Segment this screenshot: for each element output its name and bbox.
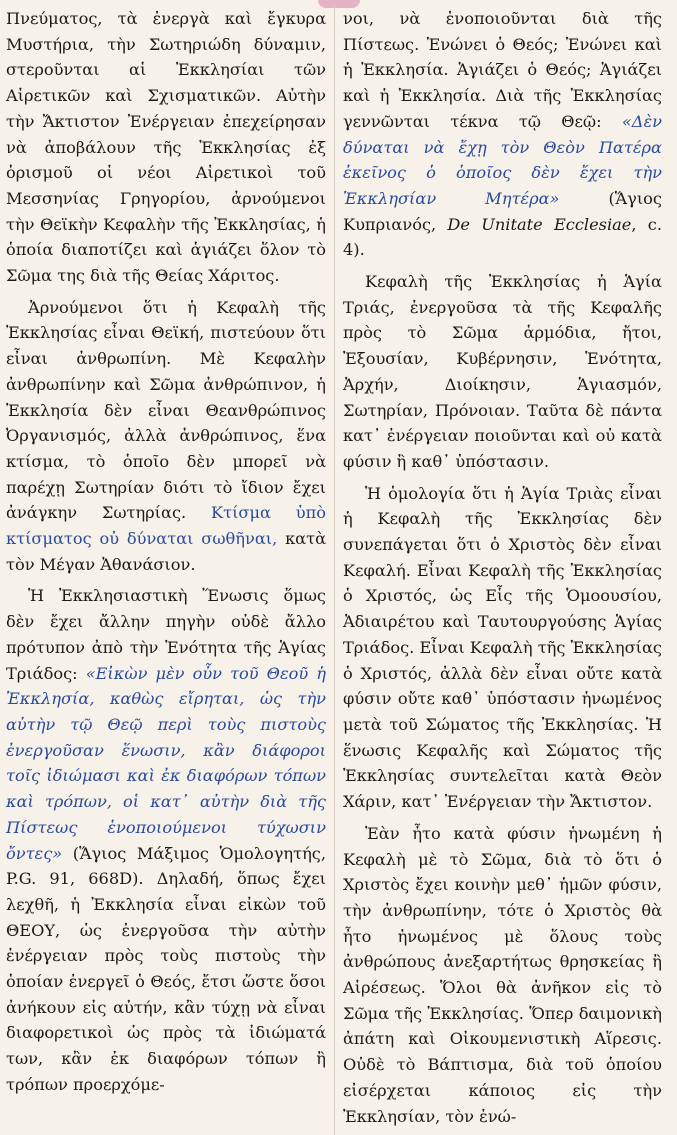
paragraph	[6, 6, 326, 289]
paragraph-text: , c. 4).	[343, 214, 662, 260]
paragraph-text: Ἡ ὁμολογία ὅτι ἡ Ἁγία Τριὰς εἶναι ἡ Κεφαλὴ τῆς Ἐκκλησίας δὲν συνεπάγεται ὅτι ὁ Χριστὸς δὲν εἶναι Κεφαλή. Εἶναι Κεφαλὴ τῆς Ἐκκλησίας ὁ Χριστός, ὡς Εἷς τῆς Ὁμοουσίου, Ἀδιαιρέτου καὶ Ταυτουργούσης Ἁγίας Τριάδος. Εἶναι Κεφαλὴ τῆς Ἐκκλησίας ὁ Χριστός, ἀλλὰ δὲν εἶναι οὔτε κατὰ φύσιν οὔτε καθ᾽ ὑπόστασιν ἡνωμένος μετὰ τοῦ Σώματος τῆς Ἐκκλησίας. Ἡ ἕνωσις Κεφαλῆς καὶ Σώματος τῆς Ἐκκλησίας συντελεῖται κατὰ Θεὸν Χάριν, κατ᾽ Ἐνέργειαν τὴν Ἄκτιστον.	[343, 483, 662, 812]
quotation: Κτίσμα ὑπὸ κτίσματος οὐ δύναται σωθῆναι,	[6, 503, 326, 549]
paragraph	[6, 583, 326, 1097]
paragraph-text: Ἀρνούμενοι ὅτι ἡ Κεφαλὴ τῆς Ἐκκλησίας εἶναι Θεϊκή, πιστεύουν ὅτι εἶναι ἀνθρωπίνη. Μὲ Κεφαλὴν ἀνθρωπίνην καὶ Σῶμα ἀνθρώπινον, ἡ Ἐκκλησία δὲν εἶναι Θεανθρώπινος Ὀργανισμός, ἀλλὰ ἀνθρώπινος, ἕνα κτίσμα, τὸ ὁποῖο δὲν μπορεῖ νὰ παρέχῃ Σωτηρίαν διότι τὸ ἴδιον ἔχει ἀνάγκην Σωτηρίας.	[6, 297, 326, 523]
paragraph	[343, 269, 662, 475]
paragraph-text: Κεφαλὴ τῆς Ἐκκλησίας ἡ Ἁγία Τριάς, ἐνεργοῦσα τὰ τῆς Κεφαλῆς πρὸς τὸ Σῶμα ἁρμόδια, ἤτοι, Ἐξουσίαν, Κυβέρνησιν, Ἑνότητα, Ἀρχήν, Διοίκησιν, Ἁγιασμόν, Σωτηρίαν, Πρόνοιαν. Ταῦτα δὲ πάντα κατ᾽ ἐνέργειαν ποιοῦνται καὶ οὐ κατὰ φύσιν ἢ καθ᾽ ὑπόστασιν.	[343, 272, 662, 471]
right-column	[334, 6, 668, 1135]
paragraph-text: κατὰ τὸν Μέγαν Ἀθανάσιον.	[6, 529, 326, 574]
quotation: «Εἰκὼν μὲν οὖν τοῦ Θεοῦ ἡ Ἐκκλησία, καθὼς εἴρηται, ὡς τὴν αὐτὴν τῷ Θεῷ περὶ τοὺς πιστοὺς ἐνεργοῦσαν ἕνωσιν, κἂν διάφοροι τοῖς ἰδιώμασι καὶ ἐκ διαφόρων τόπων καὶ τρόπων, οἱ κατ᾽ αὐτὴν διὰ τῆς Πίστεως ἑνοποιούμενοι τύχωσιν ὄντες»	[6, 663, 326, 863]
paragraph	[343, 6, 662, 263]
paragraph-text: νοι, νὰ ἑνοποιοῦνται διὰ τῆς Πίστεως. Ἑνώνει ὁ Θεός; Ἑνώνει καὶ ἡ Ἐκκλησία. Ἁγιάζει ὁ Θεός; Ἁγιάζει καὶ ἡ Ἐκκλησία. Διὰ τῆς Ἐκκλησίας γεννῶνται τέκνα τῷ Θεῷ:	[343, 9, 662, 131]
paragraph	[343, 821, 662, 1129]
paragraph-text: (Ἅγιος Μάξιμος Ὁμολογητής, P.G. 91, 668D). Δηλαδή, ὅπως ἔχει λεχθῆ, ἡ Ἐκκλησία εἶναι εἰκὼν τοῦ ΘΕΟΥ, ὡς ἐνεργοῦσα τὴν αὐτὴν ἐνέργειαν πρὸς τοὺς πιστοὺς τὴν ὁποίαν ἐνεργεῖ ὁ Θεός, ἔτσι ὥστε ὅσοι ἀνήκουν εἰς αὐτήν, κἂν τύχῃ νὰ εἶναι διαφορετικοὶ ὡς πρὸς τὰ ἰδιώματά των, κἂν ἐκ διαφόρων τόπων ἢ τρόπων προερχόμε-	[6, 843, 326, 1094]
paragraph-text: Ἡ Ἐκκλησιαστικὴ Ἕνωσις ὅμως δὲν ἔχει ἄλλην πηγὴν οὐδὲ ἄλλο πρότυπον ἀπὸ τὴν Ἑνότητα τῆς Ἁγίας Τριάδος:	[6, 586, 326, 683]
paragraph-text: (Ἅγιος Κυπριανός,	[343, 188, 662, 234]
paragraph-text: Πνεύματος, τὰ ἐνεργὰ καὶ ἔγκυρα Μυστήρια, τὴν Σωτηριώδη δύναμιν, στεροῦνται αἱ Ἐκκλησίαι τῶν Αἱρετικῶν καὶ Σχισματικῶν. Αὐτὴν τὴν Ἄκτιστον Ἐνέργειαν ἐπεχείρησαν νὰ ἀποβάλουν τῆς Ἐκκλησίας ἐξ ὁρισμοῦ οἱ νέοι Αἱρετικοὶ τοῦ Μεσσηνίας Γρηγορίου, ἀρνούμενοι τὴν Θεϊκὴν Κεφαλὴν τῆς Ἐκκλησίας, ἡ ὁποία διαποτίζει καὶ ἁγιάζει ὅλον τὸ Σῶμα της διὰ τῆς Θείας Χάριτος.	[6, 9, 326, 286]
left-column	[0, 6, 334, 1135]
cited-work: De Unitate Ecclesiae	[447, 214, 632, 234]
paragraph	[343, 481, 662, 815]
text-columns	[0, 6, 677, 1135]
paragraph-text: Ἐὰν ἦτο κατὰ φύσιν ἡνωμένη ἡ Κεφαλὴ μὲ τὸ Σῶμα, διὰ τὸ ὅτι ὁ Χριστὸς ἔχει κοινὴν μεθ᾽ ἡμῶν φύσιν, τὴν ἀνθρωπίνην, τότε ὁ Χριστὸς θὰ ἦτο ἡνωμένος μὲ ὅλους τοὺς ἀνθρώπους ἀνεξαρτήτως θρησκείας ἢ Αἱρέσεως. Ὅλοι θὰ ἀνῆκον εἰς τὸ Σῶμα τῆς Ἐκκλησίας. Ὅπερ δαιμονικὴ ἀπάτη καὶ Οἰκουμενιστικὴ Αἵρεσις. Οὐδὲ τὸ Βάπτισμα, διὰ τοῦ ὁποίου εἰσέρχεται κάποιος εἰς τὴν Ἐκκλησίαν, τὸν ἑνώ-	[343, 823, 662, 1126]
paragraph	[6, 295, 326, 578]
quotation: «Δὲν δύναται νὰ ἔχῃ τὸν Θεὸν Πατέρα ἐκεῖνος ὁ ὁποῖος δὲν ἔχει τὴν Ἐκκλησίαν Μητέρα»	[343, 111, 662, 208]
